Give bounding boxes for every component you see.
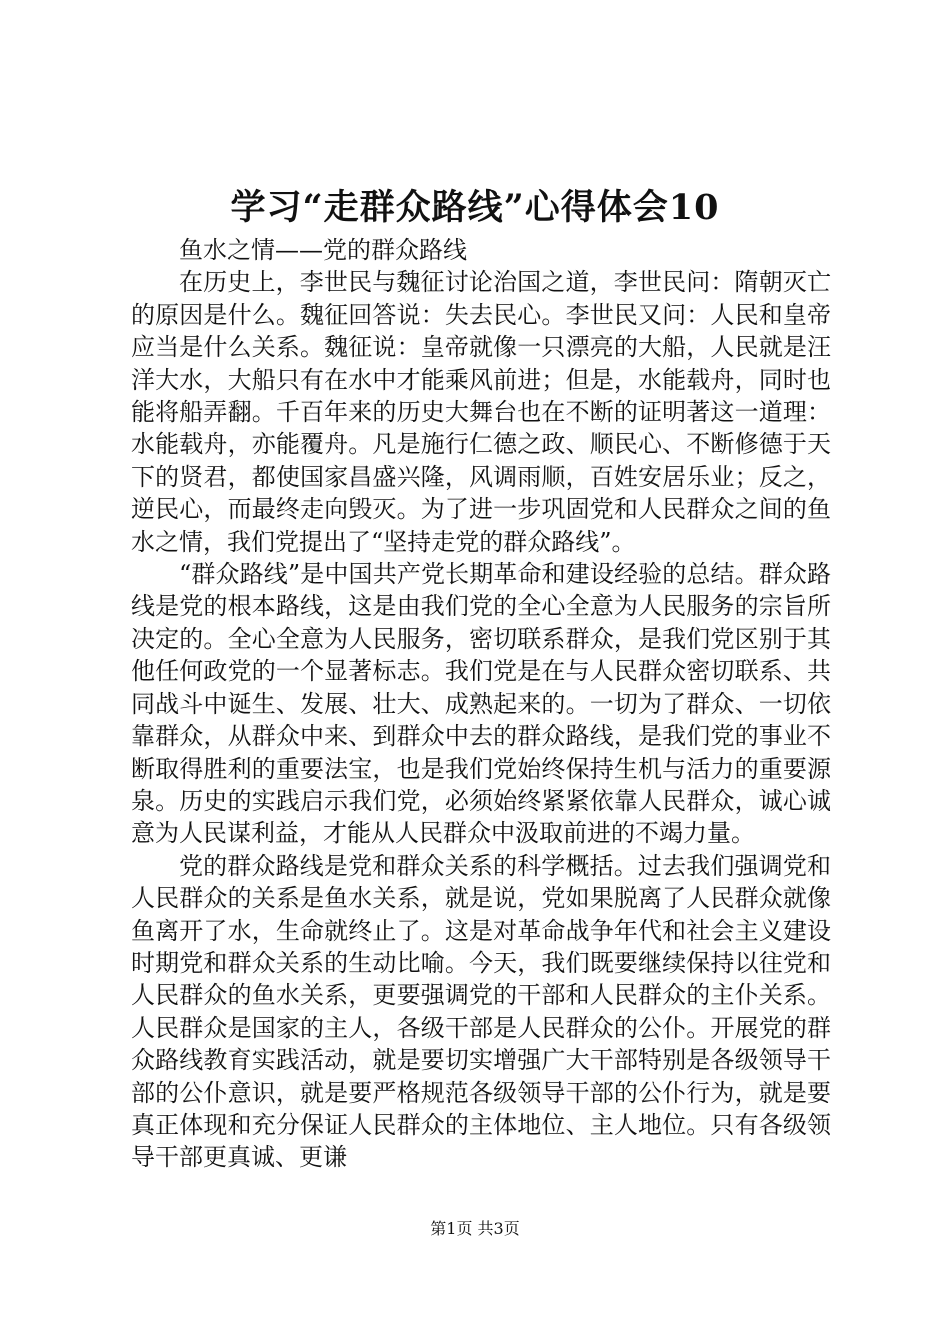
body-paragraph-1: 在历史上，李世民与魏征讨论治国之道，李世民问：隋朝灭亡的原因是什么。魏征回答说：失去民心。李世民又问：人民和皇帝应当是什么关系。魏征说：皇帝就像一只漂亮的大船，人民就是汪洋大水，大船只有在水中才能乘风前进；但是，水能载舟，同时也能将船弄翻。千百年来的历史大舞台也在不断的证明著这一道理：水能载舟，亦能覆舟。凡是施行仁德之政、顺民心、不断修德于天下的贤君，都使国家昌盛兴隆，风调雨顺，百姓安居乐业；反之，逆民心，而最终走向毁灭。为了进一步巩固党和人民群众之间的鱼水之情，我们党提出了“坚持走党的群众路线”。 xyxy=(131,268,831,556)
body-paragraph-3: 党的群众路线是党和群众关系的科学概括。过去我们强调党和人民群众的关系是鱼水关系，就是说，党如果脱离了人民群众就像鱼离开了水，生命就终止了。这是对革命战争年代和社会主义建设时期党和群众关系的生动比喻。今天，我们既要继续保持以往党和人民群众的鱼水关系，更要强调党的干部和人民群众的主仆关系。人民群众是国家的主人，各级干部是人民群众的公仆。开展党的群众路线教育实践活动，就是要切实增强广大干部特别是各级领导干部的公仆意识，就是要严格规范各级领导干部的公仆行为，就是要真正体现和充分保证人民群众的主体地位、主人地位。只有各级领导干部更真诚、更谦 xyxy=(131,851,831,1172)
subtitle-paragraph: 鱼水之情——党的群众路线 xyxy=(179,236,467,264)
document-title: 学习“走群众路线”心得体会10 xyxy=(230,187,720,228)
document-body xyxy=(131,234,831,1174)
body-paragraph-2: “群众路线”是中国共产党长期革命和建设经验的总结。群众路线是党的根本路线，这是由我们党的全心全意为人民服务的宗旨所决定的。全心全意为人民服务，密切联系群众，是我们党区别于其他任何政党的一个显著标志。我们党是在与人民群众密切联系、共同战斗中诞生、发展、壮大、成熟起来的。一切为了群众、一切依靠群众，从群众中来、到群众中去的群众路线，是我们党的事业不断取得胜利的重要法宝，也是我们党始终保持生机与活力的重要源泉。历史的实践启示我们党，必须始终紧紧依靠人民群众，诚心诚意为人民谋利益，才能从人民群众中汲取前进的不竭力量。 xyxy=(131,560,831,848)
page-number-footer: 第1页 共3页 xyxy=(430,1219,520,1238)
